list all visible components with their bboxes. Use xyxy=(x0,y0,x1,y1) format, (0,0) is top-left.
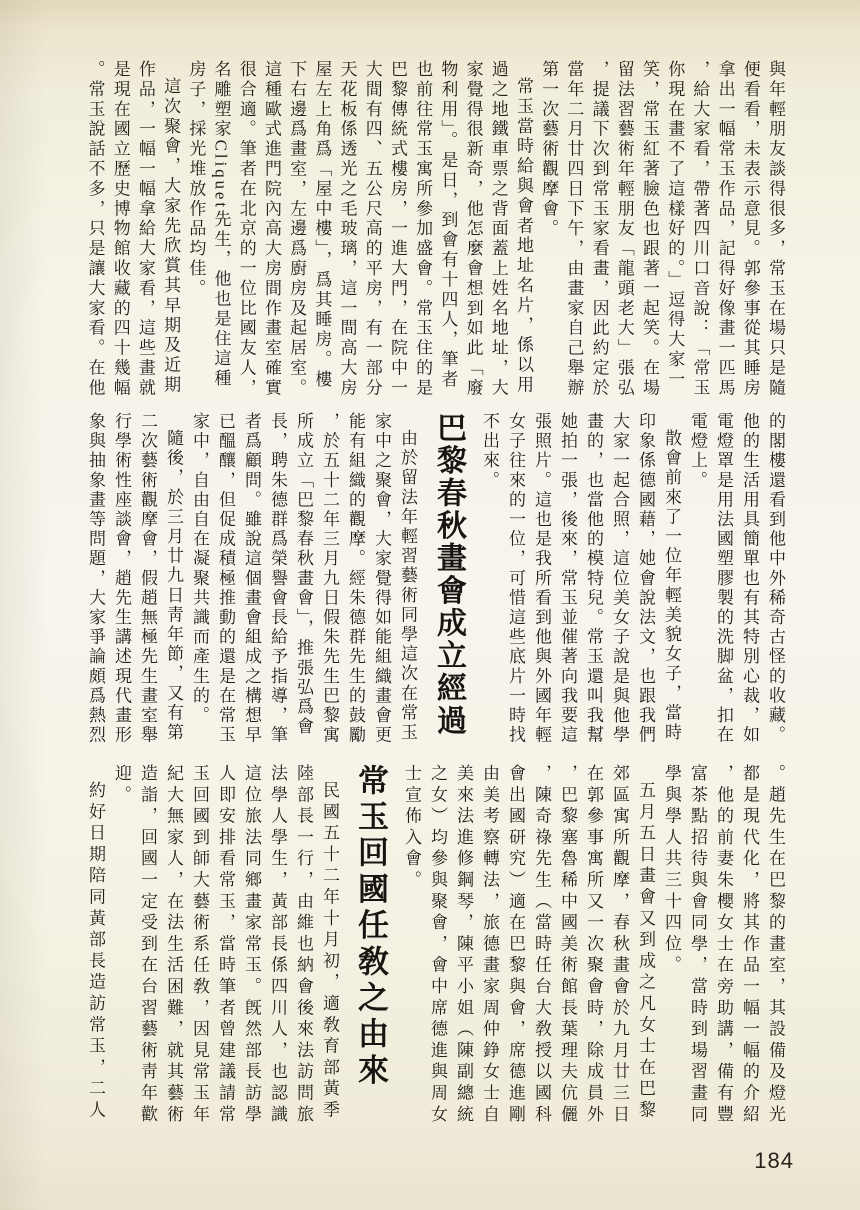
paragraph: 與年輕朋友談得很多，常玉在場只是隨便看看，未表示意見。郭參事從其睡房拿出一幅常玉作品，記得好像畫一匹馬，給大家看，帶著四川口音說：「常玉你現在畫不了這樣好的。」逗得大家一笑，常玉紅著臉色也跟著一起笑。在場留法習藝術年輕朋友「龍頭老大」張弘，提議下次到常玉家看畫，因此約定於當年二月廿四日下午，由畫家自己舉辦第一次藝術觀摩會。 xyxy=(539,60,785,399)
paragraph: 散會前來了一位年輕美貌女子，當時印象係德國藉，她會說法文，也跟我們大家一起合照，這位美女子說是與他學畫的，也當他的模特兒。常玉還叫我幫她拍一張，後來，常玉並催著向我要這張照片。這也是我所看到他與外國年輕女子往來的一位，可惜這些底片一時找不出來。 xyxy=(480,412,681,746)
paragraph: 常玉當時給與會者地址名片，係以用過之地鐵車票之背面蓋上姓名地址，大家覺得很新奇，他怎麼會想到如此「廢物利用」。是日，到會有十四人，筆者也前往常玉寓所參加盛會。常玉住的是巴黎傳統式樓房，一進大門，在院中一大間有四、五公尺高的平房，有一部分天花板係透光之毛玻璃，這一間高大房屋左上角爲「屋中樓」，爲其睡房。樓下右邊爲畫室，左邊爲廚房及起居室。這種歐式進門院內高大房間作畫室確實很合適。筆者在北京的一位比國友人，名雕塑家Cliquet先生，他也是住這種房子，採光堆放作品均佳。 xyxy=(186,60,533,399)
paragraph: 由於留法年輕習藝術同學這次在常玉家中之聚會，大家覺得如能組織畫會更能有組織的觀摩。經朱德群先生的鼓勵，於五十二年三月九日假朱先生巴黎寓所成立「巴黎春秋畫會」，推張弘爲會長，聘朱德群爲榮譽會長給予指導，筆者爲顧問。雖說這個畫會組成之構想早已醞釀，但促成積極推動的還是在常玉家中，自由自在凝聚共識而產生的。 xyxy=(190,412,417,746)
paragraph: 這次聚會，大家先欣賞其早期及近期作品，一幅一幅拿給大家看，這些畫就是現在國立歷史博物館收藏的四十幾幅。常玉說話不多，只是讓大家看。在他 xyxy=(85,60,181,399)
paragraph: 。趙先生在巴黎的畫室，其設備及燈光都是現代化，將其作品一幅一幅的介紹，他的前妻朱櫻女士在旁助講，備有豐富茶點招待與會同學，當時到場習畫同學與學人共三十四位。 xyxy=(662,764,785,1127)
text-band-middle xyxy=(66,412,788,746)
section-heading-sanyu-return-teaching: 常玉回國任敎之由來 xyxy=(353,764,388,1090)
text-band-top xyxy=(72,60,788,400)
paragraph: 隨後，於三月廿九日靑年節，又有第二次藝術觀摩會，假趙無極先生畫室舉行學術性座談會，趙先生講述現代畫形象與抽象畫等問題，大家爭論頗爲熱烈 xyxy=(86,412,183,746)
text-band-bottom xyxy=(76,764,788,1128)
paragraph: 民國五十二年十月初，適敎育部黃季陸部長一行，由維也納會後來法訪問旅法學人學生，黃部長係四川人，也認識這位旅法同鄉畫家常玉。旣然部長訪學人即安排看常玉，當時筆者曾建議請常玉回國到師大藝術系任敎，因見常玉年紀大無家人，在法生活困難，就其藝術造詣，回國一定受到在台習藝術靑年歡迎。 xyxy=(112,764,339,1127)
paragraph: 的閣樓還看到他中外稀奇古怪的收藏。他的生活用具簡單也有其特別心裁，如電燈罩是用法國塑膠製的洗脚盆，扣在電燈上。 xyxy=(688,412,785,746)
paragraph: 約好日期陪同黃部長造訪常玉，二人 xyxy=(86,781,105,1122)
section-heading-paris-spring-autumn-art-society: 巴黎春秋畫會成立經過 xyxy=(432,412,465,737)
paragraph: 五月五日畫會又到成之凡女士在巴黎郊區寓所觀摩，春秋畫會於九月廿三日在郭參事寓所又一次聚會時，除成員外，巴黎塞魯稀中國美術館長葉理夫伉儷，陳奇祿先生（當時任台大敎授以國科會出國研究）適在巴黎與會，席德進剛由美考察轉法，旅德畫家周仲錚女士自美來法進修鋼琴，陳平小姐（陳副總統之女）均參與聚會，會中席德進與周女士宣佈入會。 xyxy=(402,764,655,1127)
page-number: 184 xyxy=(754,1148,794,1173)
